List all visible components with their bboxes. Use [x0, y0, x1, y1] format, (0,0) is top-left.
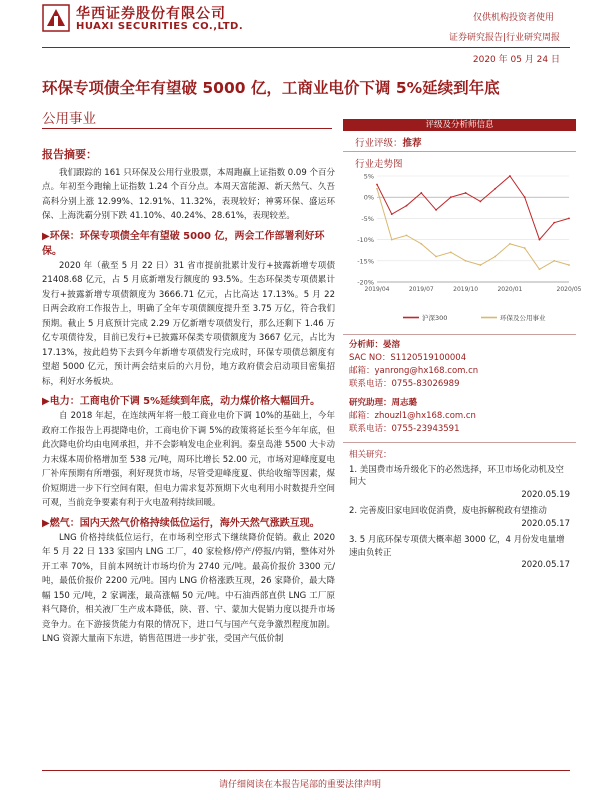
related-item[interactable] [349, 534, 570, 572]
company-name-en: HUAXI SECURITIES CO.,LTD. [76, 21, 244, 32]
page-header [0, 0, 600, 65]
assistant-email-link[interactable]: zhouzl1@hx168.com.cn [374, 411, 476, 421]
report-date: 2020 年 05 月 24 日 [472, 55, 560, 65]
chart-data-point [450, 196, 452, 198]
assistant-label: 研究助理： [349, 398, 392, 408]
report-title: 环保专项债全年有望破 5000 亿，工商业电价下调 5%延续到年底 [42, 79, 500, 97]
industry-trend-chart [343, 170, 582, 330]
chart-x-tick-label: 2019/07 [408, 286, 434, 293]
rating-label: 行业评级： [355, 138, 403, 149]
analyst-label: 分析师： [349, 340, 384, 350]
chart-data-point [524, 247, 526, 249]
phone-label: 联系电话： [349, 379, 392, 389]
chart-data-point [420, 243, 422, 245]
chart-y-tick-label: -15% [357, 257, 374, 266]
summary-item-environment [42, 229, 335, 390]
related-item-date: 2020.05.17 [521, 560, 570, 570]
related-item-title: 2. 完善废旧家电回收促消费，废电拆解税政有望推动 [349, 506, 547, 516]
title-divider [42, 128, 332, 129]
bullet-icon: ▶ [42, 396, 50, 407]
summary-item-body: 自 2018 年起，在连续两年将一般工商业电价下调 10%的基础上，今年政府工作报告上再提降电价，工商电价下调 5%的政策将延长至今年年底，但此次降电价均由电网承担，并不会影响发电企业利润。秦皇岛港 5500 大卡动力末煤本周价格增加至 538 元/吨，周环比增长 52.00 元，市场对迎峰度夏电厂补库预期有所增强，利好现货市场，尽管受迎峰度夏、供给收缩等因素，煤价短期进一步下行空间有限，但电力需求复苏预期下火电利用小时数提升空间可观，当前竞争要素有利于火电盈利持续回暖。 [42, 411, 335, 508]
audience-note: 仅供机构投资者使用 [472, 13, 554, 23]
chart-series-line-sector [377, 189, 569, 270]
chart-x-tick-label: 2019/10 [453, 286, 479, 293]
related-item-date: 2020.05.17 [521, 518, 570, 529]
chart-data-point [420, 192, 422, 194]
analyst-info [343, 334, 576, 436]
chart-data-point [509, 243, 511, 245]
chart-data-point [376, 184, 378, 186]
chart-data-point [435, 209, 437, 211]
company-logo-icon [42, 4, 70, 32]
company-name-cn: 华西证券股份有限公司 [76, 6, 226, 22]
assistant-name: 周志璐 [391, 398, 418, 408]
email-label: 邮箱： [349, 366, 375, 376]
summary-item-headline: ▶电力：工商电价下调 5%延续到年底，动力煤价格大幅回升。 [42, 396, 321, 407]
bullet-icon: ▶ [42, 517, 50, 529]
chart-data-point [465, 260, 467, 262]
analyst-phone: 0755-83026989 [391, 379, 460, 389]
chart-data-point [479, 264, 481, 266]
chart-data-point [450, 251, 452, 253]
related-item-date: 2020.05.19 [521, 489, 570, 500]
summary-heading: 报告摘要： [42, 148, 97, 161]
chart-data-point [553, 260, 555, 262]
sector-name: 公用事业 [42, 111, 96, 127]
chart-data-point [539, 239, 541, 241]
summary-item-headline: ▶环保：环保专项债全年有望破 5000 亿，两会工作部署利好环保。 [42, 230, 325, 257]
chart-data-point [553, 222, 555, 224]
chart-data-point [568, 218, 570, 220]
sac-number: S1120519100004 [390, 353, 467, 363]
chart-data-point [406, 234, 408, 236]
summary-intro: 我们跟踪的 161 只环保及公用行业股票，本周跑赢上证指数 0.09 个百分点。年初至今跑输上证指数 1.24 个百分点。本周天富能源、新天然气、久吾高科分别上涨 12.99%、12.91%、11.32%，表现较好；神雾环保、盛运环保、上海洗霸分别下跌 41.10%、40.24%、28.61%，表现较差。 [42, 167, 335, 221]
trend-chart-svg [343, 170, 582, 330]
chart-data-point [568, 264, 570, 266]
chart-data-point [539, 268, 541, 270]
summary-item-gas [42, 516, 335, 647]
chart-x-tick-label: 2020/01 [497, 286, 523, 293]
chart-y-tick-label: -5% [361, 214, 374, 223]
chart-y-tick-label: 5% [363, 172, 374, 181]
assistant-phone: 0755-23943591 [391, 424, 460, 434]
summary-item-body: LNG 价格持续低位运行，在市场利空形式下继续降价促销。截止 2020 年 5 月 22 日 133 家国内 LNG 工厂，40 家检修/停产/停报/内销，整体对外开工率 70%，目前本网统计市场均价为 2740 元/吨。最高价报价 3300 元/吨，最低价报价 2200 元/吨。国内 LNG 价格涨跌互现，26 家降价，最大降幅 150 元/吨，2 家调涨，最高涨幅 50 元/吨。中石油西部直供 LNG 工厂原料气降价，相关液厂生产成本降低，陕、晋、宁、蒙加大促销力度以提升市场竞争力。在下游接货能力有限的情况下，进口气与国产气竞争激烈程度加剧。LNG 资源大量南下东进，销售范围进一步扩张，受国产气低价制 [42, 532, 335, 644]
summary-item-power [42, 394, 335, 511]
chart-legend-label: 环保及公用事业 [500, 314, 546, 322]
rating-value: 推荐 [402, 138, 422, 149]
industry-rating [343, 131, 576, 152]
chart-data-point [509, 175, 511, 177]
header-divider [42, 47, 570, 48]
bullet-icon: ▶ [42, 230, 50, 242]
chart-data-point [465, 192, 467, 194]
chart-series-line-csi300 [377, 176, 569, 240]
chart-legend-label: 沪深300 [422, 314, 448, 322]
chart-data-point [524, 196, 526, 198]
chart-title: 行业走势图 [355, 159, 403, 170]
sac-label: SAC NO： [349, 353, 391, 363]
chart-data-point [391, 213, 393, 215]
chart-data-point [494, 256, 496, 258]
related-title: 相关研究： [349, 450, 392, 460]
analyst-email-link[interactable]: yanrong@hx168.com.cn [374, 366, 479, 376]
report-category: 证券研究报告|行业研究周报 [448, 33, 560, 43]
info-panel-header: 评级及分析师信息 [343, 119, 576, 131]
related-item-title: 3. 5 月底环保专项债大概率超 3000 亿，4 月份发电量增速由负转正 [349, 535, 565, 558]
info-panel [343, 119, 582, 576]
chart-x-tick-label: 2020/05 [556, 286, 582, 293]
summary-section [42, 148, 335, 647]
footer-divider [42, 770, 570, 771]
email-label: 邮箱： [349, 411, 375, 421]
analyst-name: 晏溶 [383, 340, 401, 350]
chart-data-point [376, 188, 378, 190]
chart-y-tick-label: -20% [357, 278, 374, 287]
chart-data-point [391, 239, 393, 241]
chart-y-tick-label: -10% [357, 236, 374, 245]
related-item[interactable] [349, 464, 570, 502]
related-research [343, 442, 576, 572]
chart-y-tick-label: 0% [363, 193, 374, 202]
chart-data-point [479, 201, 481, 203]
legal-notice: 请仔细阅读在本报告尾部的重要法律声明 [218, 780, 381, 790]
phone-label: 联系电话： [349, 424, 392, 434]
summary-item-body: 2020 年（截至 5 月 22 日）31 省市提前批累计发行+披露新增专项债 21408.68 亿元，占 5 月底新增发行额度的 93.5%。生态环保类专项债累计发行+披露新增专项债额度为 3666.71 亿元，占比高达 17.13%。5 月 22 日两会政府工作报告上，明确了全年专项债额度提升至 3.75 万亿，符合我们预期。截止 5 月底预计完成 2.29 万亿新增专项债发行，那么还剩下 1.46 万亿专项债待发，目前已发行+已披露环保类专项债额度为 3667 亿元，占比为 17.13%，按此趋势下去到今年新增专项债发行完成时，环保专项债总额度有望超 5000 亿元，预计两会结束后的六月份，地方政府债会启动项目密集招标，利好水务板块。 [42, 260, 335, 387]
chart-data-point [435, 256, 437, 258]
summary-item-headline: ▶燃气：国内天然气价格持续低位运行，海外天然气涨跌互现。 [42, 517, 320, 529]
related-item-title: 1. 美国费市场升级化下的必然选择，环卫市场化动机及空间大 [349, 464, 564, 487]
chart-data-point [406, 205, 408, 207]
chart-x-tick-label: 2019/04 [364, 286, 390, 293]
related-item[interactable] [349, 505, 570, 530]
chart-data-point [494, 188, 496, 190]
